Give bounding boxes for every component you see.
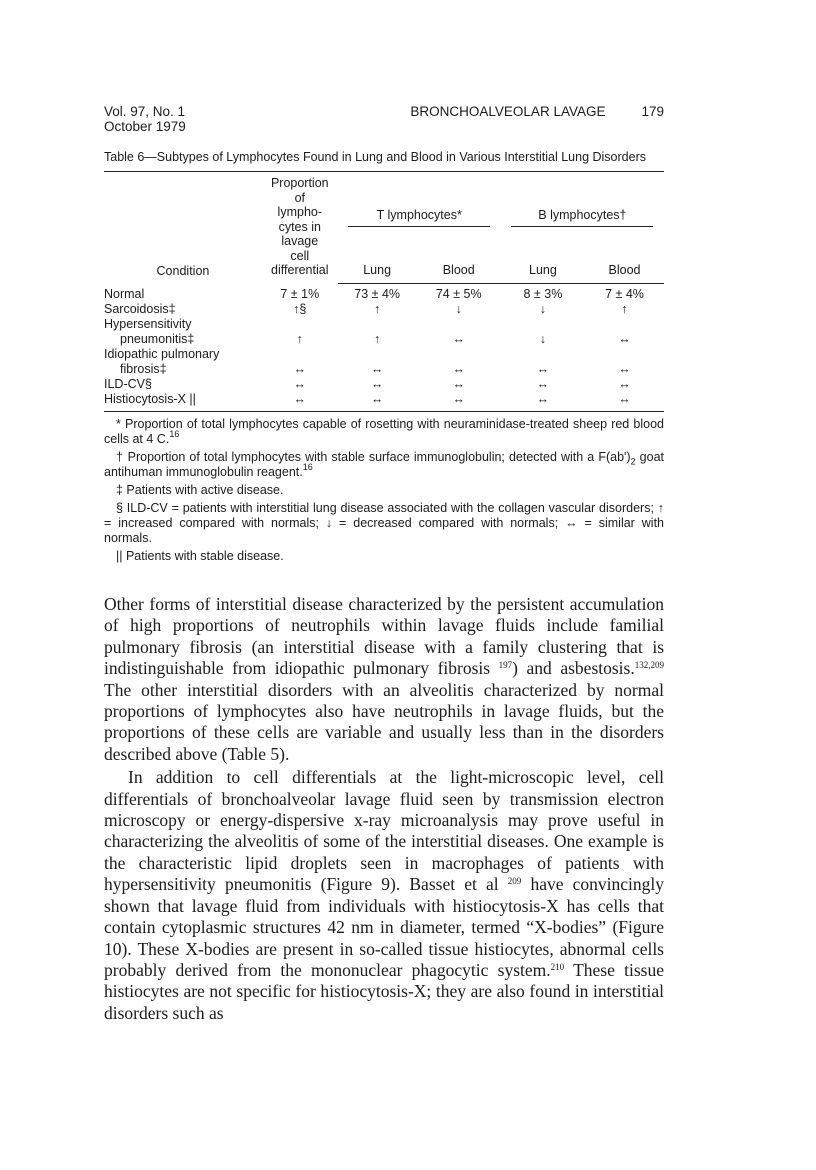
cell-t-blood: ↔	[417, 392, 501, 412]
journal-page	[104, 104, 664, 1024]
row-condition: ILD-CV§	[104, 377, 152, 391]
page-number: 179	[641, 104, 664, 119]
table-row	[104, 317, 664, 347]
row-condition: Histiocytosis-X ||	[104, 392, 262, 412]
issue-date: October 1979	[104, 119, 186, 134]
cell-b-blood: 7 ± 4%	[605, 287, 644, 301]
paragraph-2: In addition to cell differentials at the light-microscopic level, cell differentials of bronchoalveolar lavage fluid seen by transmission electron microscopy or energy-dispersive x-ray microanalysis may prove useful in characterizing the alveolitis of some of the interstitial diseases. One example is the characteristic lipid droplets seen in macrophages of patients with hypersensitivity pneumonitis (Figure 9). Basset et al $^{209}$ have convincingly shown that lavage fluid from individuals with histiocytosis-X has cells that contain cytoplasmic structures 42 nm in diameter, termed “X-bodies” (Figure 10). These X-bodies are present in so-called tissue histiocytes, abnormal cells probably derived from the mononuclear phagocytic system.$^{210}$ These tissue histiocytes are not specific for histiocytosis-X; they are also found in interstitial disorders such as	[104, 767, 665, 1023]
running-title: BRONCHOALVEOLAR LAVAGE	[410, 104, 606, 119]
cell-t-blood: 74 ± 5%	[435, 287, 482, 301]
cell-b-lung: ↓	[539, 332, 547, 346]
running-head	[104, 104, 664, 138]
cell-b-lung: ↔	[536, 377, 550, 391]
cell-t-lung: 73 ± 4%	[354, 287, 401, 301]
header-t-lymphocytes: T lymphocytes*	[338, 172, 501, 232]
cell-b-blood: ↔	[618, 377, 631, 391]
cell-b-blood: ↑	[621, 302, 628, 316]
cell-b-lung: 8 ± 3%	[523, 287, 563, 301]
header-t-lung: Lung	[338, 231, 417, 283]
footnote-dagger: † Proportion of total lymphocytes with stable surface immunoglobulin; detected with a $F(ab')_2$ goat antihuman immunoglobulin reagent.$^{16}$	[104, 450, 664, 479]
table-row	[104, 377, 664, 392]
cell-b-blood: ↔	[585, 392, 664, 412]
table-row	[104, 284, 664, 303]
cell-b-lung: ↓	[539, 302, 547, 316]
cell-proportion: ↑§	[293, 302, 307, 316]
table-footnotes	[104, 417, 664, 564]
table-caption: Table 6—Subtypes of Lymphocytes Found in Lung and Blood in Various Interstitial Lung Disorders	[104, 150, 646, 164]
cell-t-blood: ↔	[452, 377, 465, 391]
cell-b-blood: ↔	[618, 362, 631, 376]
table-row	[104, 347, 664, 377]
volume-issue: Vol. 97, No. 1	[104, 104, 186, 119]
cell-proportion: ↔	[293, 362, 307, 376]
cell-t-blood: ↔	[452, 362, 465, 376]
footnote-section: § ILD-CV = patients with interstitial lung disease associated with the collagen vascular disorders; ↑ = increased compared with normals; ↓ = decreased compared with normals; ↔ = similar with normals.	[104, 501, 664, 545]
footnote-asterisk: * Proportion of total lymphocytes capable of rosetting with neuraminidase-treated sheep red blood cells at 4 C.$^{16}$	[104, 417, 664, 446]
running-title-block	[410, 104, 664, 119]
cell-t-blood: ↓	[455, 302, 462, 316]
row-condition: Hypersensitivity pneumonitis‡	[104, 317, 195, 346]
body-text	[104, 594, 664, 1024]
cell-b-blood: ↔	[618, 332, 631, 346]
cell-b-lung: ↔	[501, 392, 585, 412]
cell-t-lung: ↔	[370, 377, 384, 391]
header-b-blood: Blood	[585, 231, 664, 283]
footnote-double-dagger: ‡ Patients with active disease.	[116, 483, 284, 497]
footnote-parallel: || Patients with stable disease.	[116, 549, 284, 563]
cell-t-lung: ↑	[374, 302, 381, 316]
cell-t-blood: ↔	[452, 332, 465, 346]
table-row	[104, 302, 664, 317]
row-condition: Normal	[104, 287, 145, 301]
cell-proportion: ↑	[296, 332, 303, 346]
row-condition: Idiopathic pulmonary fibrosis‡	[104, 347, 220, 376]
cell-t-lung: ↔	[370, 362, 384, 376]
journal-issue	[104, 104, 186, 134]
cell-t-lung: ↔	[338, 392, 417, 412]
table-row	[104, 392, 664, 412]
header-b-lymphocytes: B lymphocytes†	[501, 172, 664, 232]
cell-proportion: ↔	[262, 392, 338, 412]
lymphocyte-subtypes-table	[104, 171, 664, 412]
cell-proportion: ↔	[293, 377, 307, 391]
header-condition: Condition	[104, 172, 262, 284]
cell-b-lung: ↔	[536, 362, 550, 376]
header-proportion: Proportion of lympho- cytes in lavage cell differential	[262, 172, 338, 284]
header-b-lung: Lung	[501, 231, 585, 283]
cell-t-lung: ↑	[374, 332, 381, 346]
paragraph-1: Other forms of interstitial disease characterized by the persistent accumulation of high proportions of neutrophils within lavage fluids include familial pulmonary fibrosis (an interstitial disease with a family clustering that is indistinguishable from idiopathic pulmonary fibrosis $^{197}$) and asbestosis.$^{132,209}$ The other interstitial disorders with an alveolitis characterized by normal proportions of lymphocytes also have neutrophils in lavage fluids, but the proportions of these cells are variable and usually less than in the disorders described above (Table 5).	[104, 594, 664, 764]
header-t-blood: Blood	[417, 231, 501, 283]
cell-proportion: 7 ± 1%	[280, 287, 320, 301]
row-condition: Sarcoidosis‡	[104, 302, 176, 316]
